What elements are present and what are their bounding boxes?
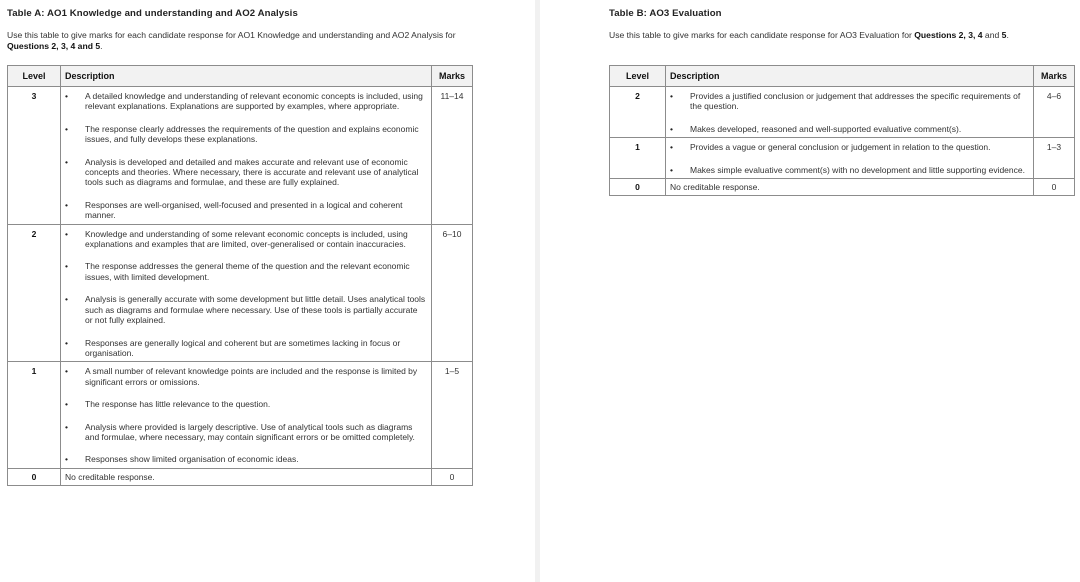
table-a-title: Table A: AO1 Knowledge and understanding and AO2 Analysis	[7, 8, 298, 19]
table-b	[609, 65, 1075, 196]
criterion-item: • The response has little relevance to the question.	[65, 399, 427, 409]
table-a-row-level-0	[8, 468, 473, 485]
table-b-header-row	[610, 66, 1075, 87]
table-b-intro-text: Use this table to give marks for each candidate response for AO3 Evaluation for	[609, 30, 915, 40]
description-cell	[61, 362, 432, 468]
criterion-item: • Knowledge and understanding of some relevant economic concepts is included, using explanations and examples that are limited, over-generalised or contain inaccuracies.	[65, 229, 427, 250]
criterion-item: • Analysis where provided is largely descriptive. Use of analytical tools such as diagrams and formulae, where necessary, may contain significant errors or be omitted completely.	[65, 422, 427, 443]
marks-cell: 11–14	[432, 87, 473, 225]
criterion-item: • Provides a vague or general conclusion or judgement in relation to the question.	[670, 142, 1029, 152]
table-a-header-row	[8, 66, 473, 87]
marks-cell: 0	[1034, 179, 1075, 196]
table-b-row-level-1	[610, 138, 1075, 179]
table-a-intro-questions: Questions 2, 3, 4 and 5	[7, 41, 101, 51]
table-b-header-marks: Marks	[1034, 66, 1075, 87]
description-cell	[666, 138, 1034, 179]
table-b-intro	[609, 30, 1049, 41]
table-b-header-level: Level	[610, 66, 666, 87]
level-cell: 0	[8, 468, 61, 485]
table-a-row-level-1	[8, 362, 473, 468]
table-b-row-level-2	[610, 87, 1075, 138]
table-b-header-description: Description	[666, 66, 1034, 87]
description-cell: No creditable response.	[666, 179, 1034, 196]
criterion-item: • A detailed knowledge and understanding of relevant economic concepts is included, using relevant explanations. Explanations are supported by examples, where appropriate.	[65, 91, 427, 112]
criterion-item: • Responses show limited organisation of economic ideas.	[65, 454, 427, 464]
level-cell: 2	[8, 224, 61, 362]
table-a-header-level: Level	[8, 66, 61, 87]
criterion-item: • Makes simple evaluative comment(s) with no development and little supporting evidence.	[670, 165, 1029, 175]
criterion-item: • The response addresses the general theme of the question and the relevant economic issues, with limited development.	[65, 261, 427, 282]
table-a-header-description: Description	[61, 66, 432, 87]
criterion-item: • The response clearly addresses the requirements of the question and explains economic issues, and fully develops these explanations.	[65, 124, 427, 145]
criterion-item: • Responses are well-organised, well-focused and presented in a logical and coherent manner.	[65, 200, 427, 221]
table-a-header-marks: Marks	[432, 66, 473, 87]
table-b-row-level-0	[610, 179, 1075, 196]
table-a-intro	[7, 30, 472, 52]
level-cell: 0	[610, 179, 666, 196]
level-cell: 3	[8, 87, 61, 225]
description-cell: No creditable response.	[61, 468, 432, 485]
criterion-item: • Provides a justified conclusion or judgement that addresses the specific requirements of the question.	[670, 91, 1029, 112]
marks-cell: 6–10	[432, 224, 473, 362]
criterion-item: • Responses are generally logical and coherent but are sometimes lacking in focus or organisation.	[65, 338, 427, 359]
marks-cell: 1–3	[1034, 138, 1075, 179]
criterion-item: • Makes developed, reasoned and well-supported evaluative comment(s).	[670, 124, 1029, 134]
page-table-a	[0, 0, 535, 582]
criterion-item: • Analysis is developed and detailed and makes accurate and relevant use of economic concepts and theories. Where necessary, there is accurate and relevant use of analytical tools such as diagrams and formulae, and these are fully explained.	[65, 157, 427, 188]
table-b-title: Table B: AO3 Evaluation	[609, 8, 722, 19]
table-b-intro-and: and	[982, 30, 1002, 40]
level-cell: 1	[610, 138, 666, 179]
criterion-item: • A small number of relevant knowledge points are included and the response is limited by significant errors or omissions.	[65, 366, 427, 387]
table-a-intro-end: .	[100, 41, 103, 51]
table-b-intro-questions: Questions 2, 3, 4	[914, 30, 983, 40]
table-a-row-level-2	[8, 224, 473, 362]
table-a-intro-text: Use this table to give marks for each candidate response for AO1 Knowledge and understanding and AO2 Analysis for	[7, 30, 456, 40]
marks-cell: 1–5	[432, 362, 473, 468]
table-a	[7, 65, 473, 486]
level-cell: 2	[610, 87, 666, 138]
marks-cell: 0	[432, 468, 473, 485]
criterion-item: • Analysis is generally accurate with some development but little detail. Uses analytical tools such as diagrams and formulae where necessary. Use of these tools is partially accurate or not fully explained.	[65, 294, 427, 325]
table-a-row-level-3	[8, 87, 473, 225]
level-cell: 1	[8, 362, 61, 468]
page-table-b	[540, 0, 1080, 582]
marks-cell: 4–6	[1034, 87, 1075, 138]
description-cell	[666, 87, 1034, 138]
table-b-intro-question-5: 5	[1001, 30, 1007, 40]
table-b-intro-end: .	[1006, 30, 1009, 40]
description-cell	[61, 87, 432, 225]
description-cell	[61, 224, 432, 362]
